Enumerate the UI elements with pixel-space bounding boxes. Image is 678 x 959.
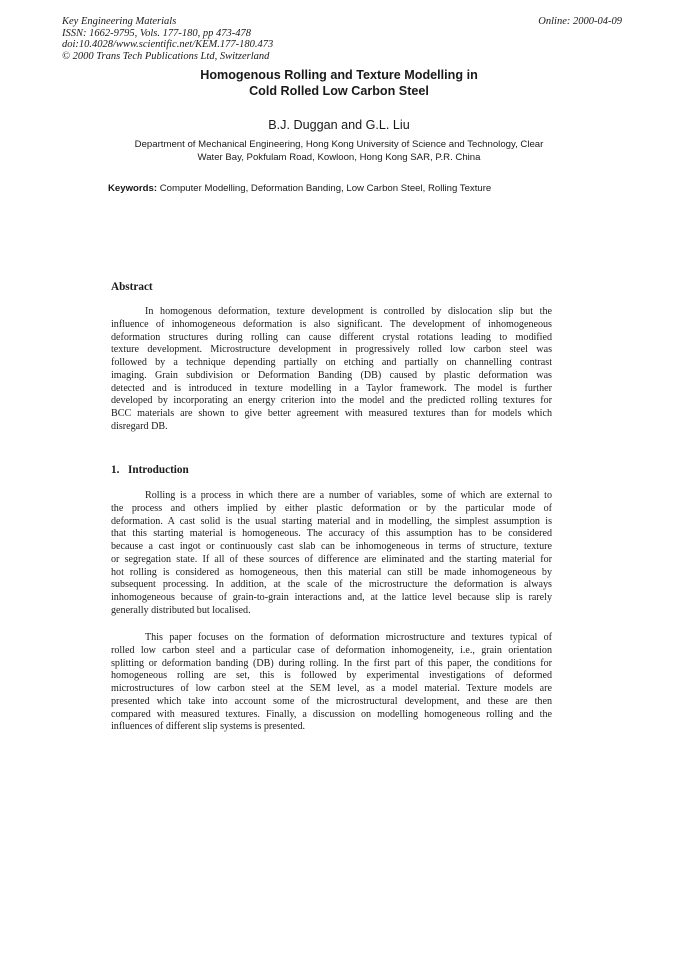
text-line: Rolling is a process in which there are a number of variables, some of which are external to: [145, 490, 552, 501]
text-line: inhomogeneous because of grain-to-grain interactions and, at the lattice level because slip is rarely: [111, 592, 552, 603]
text-line: texture development. Microstructure development in progressively rolled low carbon steel was: [111, 344, 552, 356]
affiliation: [100, 139, 578, 164]
title-line: Homogenous Rolling and Texture Modelling in: [200, 68, 478, 82]
text-line: followed by a technique depending partially on etching and partially on channelling contrast: [111, 357, 552, 368]
text-line: deformation structures during rolling can cause different crystal rotations leading to modified: [111, 331, 552, 343]
title-line: Cold Rolled Low Carbon Steel: [249, 84, 429, 98]
journal-doi: doi:10.4028/www.scientific.net/KEM.177-180.473: [62, 39, 274, 51]
introduction-paragraph-2: [111, 632, 552, 734]
journal-issn: ISSN: 1662-9795, Vols. 177-180, pp 473-478: [62, 27, 251, 39]
text-line: or segregation state. If all of these sources of difference are eliminated and the starting material for: [111, 553, 552, 565]
section-title: Introduction: [128, 464, 189, 476]
journal-copyright: © 2000 Trans Tech Publications Ltd, Switzerland: [62, 50, 270, 62]
section-number: 1.: [111, 464, 120, 476]
text-line: compared with measured textures. Finally, a discussion on modelling homogeneous rolling and the: [111, 708, 552, 720]
text-line: hot rolling is considered as homogeneous, then this material can still be made inhomogeneous by: [111, 566, 552, 578]
text-line: disregard DB.: [111, 420, 168, 432]
journal-name: Key Engineering Materials: [62, 16, 177, 27]
text-line: subsequent processing. In addition, at the scale of the microstructure the deformation is always: [111, 579, 552, 591]
abstract-paragraph: [111, 306, 552, 434]
keywords: [108, 183, 491, 194]
affiliation-line: Department of Mechanical Engineering, Hong Kong University of Science and Technology, Clear: [134, 139, 544, 150]
text-line: that this starting material is homogeneous. The accuracy of this assumption has to be considered: [111, 528, 552, 540]
text-line: splitting or deformation banding (DB) during rolling. In the first part of this paper, the conditions for: [111, 657, 552, 669]
text-line: influence of inhomogeneous deformation is also significant. The development of inhomogeneous: [111, 318, 552, 330]
keywords-text: Computer Modelling, Deformation Banding, Low Carbon Steel, Rolling Texture: [159, 183, 492, 194]
keywords-label: Keywords:: [108, 183, 158, 194]
text-line: developed by incorporating an energy criterion into the model and the predicted rolling textures for: [111, 395, 552, 407]
introduction-paragraph-1: [111, 490, 552, 618]
text-line: detected and is introduced in texture modelling in a Taylor framework. The model is further: [111, 382, 552, 394]
text-line: generally distributed but localised.: [111, 604, 251, 616]
authors: B.J. Duggan and G.L. Liu: [268, 118, 410, 132]
text-line: the process and others implied by either plastic deformation or by the particular mode of: [111, 502, 552, 514]
text-line: BCC materials are shown to give better agreement with measured textures than for models which: [111, 408, 552, 419]
text-line: deformation. A cast solid is the usual starting material and in modelling, the simplest assumption is: [111, 515, 552, 527]
text-line: In homogenous deformation, texture development is controlled by dislocation slip but the: [145, 306, 552, 317]
online-date: Online: 2000-04-09: [538, 16, 622, 27]
text-line: influences of different slip systems is presented.: [111, 721, 306, 733]
journal-header: [62, 16, 622, 62]
abstract-heading: Abstract: [111, 281, 153, 293]
text-line: because a cast ingot or continuously cast slab can be inhomogeneous in terms of structure, texture: [111, 541, 552, 552]
paper-title: [0, 67, 678, 99]
text-line: presented which take into account some of the microstructural development, and these are then: [111, 695, 552, 707]
text-line: imaging. Grain subdivision or Deformation Banding (DB) caused by plastic deformation was: [111, 369, 552, 381]
text-line: rolled low carbon steel and a particular case of deformation inhomogeneity, i.e., grain orientation: [111, 644, 552, 656]
introduction-heading: [111, 464, 189, 476]
affiliation-line: Water Bay, Pokfulam Road, Kowloon, Hong Kong SAR, P.R. China: [197, 151, 481, 163]
text-line: This paper focuses on the formation of deformation microstructure and textures typical of: [145, 632, 552, 643]
text-line: homogeneous rolling are set, this is followed by experimental investigations of deformed: [111, 670, 552, 682]
text-line: microstructures of low carbon steel at the SEM level, as a model material. Texture models are: [111, 683, 552, 694]
